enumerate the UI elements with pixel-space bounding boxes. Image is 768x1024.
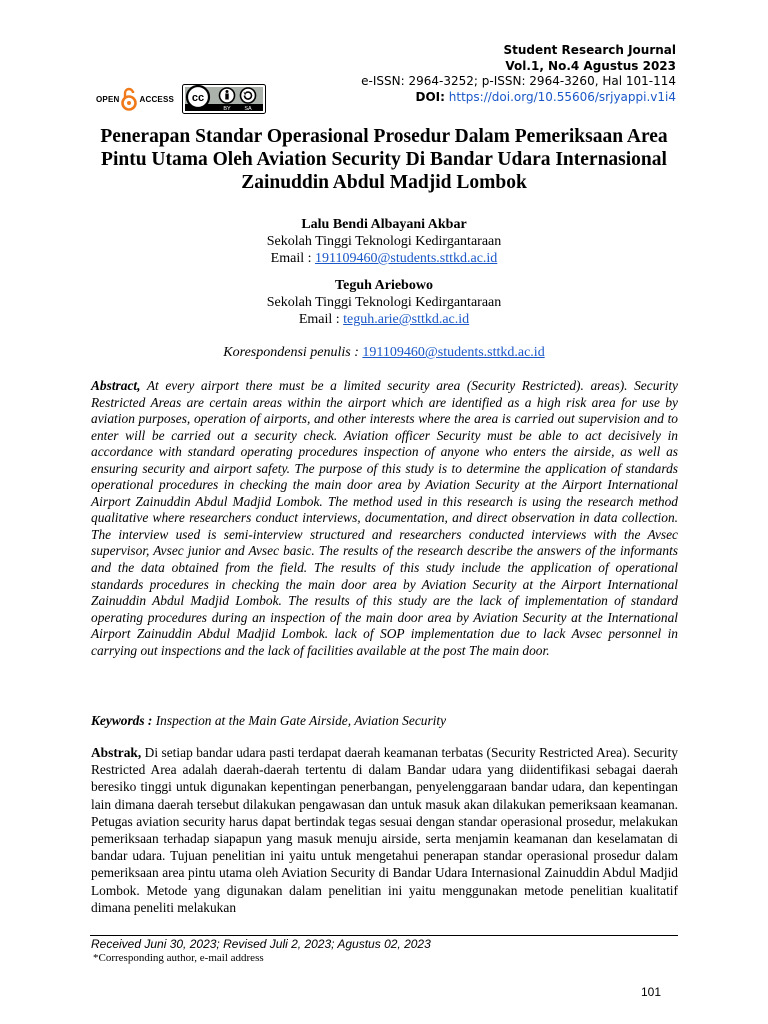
author-name: Lalu Bendi Albayani Akbar <box>301 217 467 232</box>
email-label: Email : <box>270 251 315 266</box>
received-dates: Received Juni 30, 2023; Revised Juli 2, 2023; Agustus 02, 2023 <box>91 937 431 951</box>
journal-name: Student Research Journal <box>503 43 676 57</box>
abstract-english <box>91 378 678 659</box>
license-badges <box>96 84 266 114</box>
keywords <box>91 713 678 729</box>
journal-volume: Vol.1, No.4 Agustus 2023 <box>505 58 676 73</box>
doi-link[interactable]: https://doi.org/10.55606/srjyappi.v1i4 <box>448 89 676 104</box>
abstract-indonesian <box>91 744 678 916</box>
cc-by-label: BY <box>223 106 231 112</box>
correspondence-line <box>90 345 678 361</box>
open-access-lock-icon <box>121 87 137 111</box>
cc-by-sa-icon <box>182 84 266 114</box>
corresponding-author-note: *Corresponding author, e-mail address <box>93 952 264 964</box>
open-access-text-left: OPEN <box>96 94 120 104</box>
abstrak-body: Di setiap bandar udara pasti terdapat daerah keamanan terbatas (Security Restricted Area). Security Restricted Area adalah daerah-daerah tertentu di dalam Bandar udara yang diidentifikasi sebagai daerah beresiko tinggi untuk digunakan kepentingan penerbangan, penyelenggaraan bandar udara, dan kepentingan lain dimana daerah tersebut dilakukan pengawasan dan untuk masuk akan dilakukan pemeriksaan keamanan. Petugas aviation security harus dapat bertindak tegas sesuai dengan standar operasional prosedur, melakukan pemeriksaan terhadap siapapun yang masuk menuju airside, serta menjamin keamanan dan keselamatan di bandar udara. Tujuan penelitian ini yaitu untuk mengetahui penerapan standar operasional prosedur dalam pemeriksaan area pintu utama oleh Aviation Security di Bandar Udara Internasional Zainuddin Abdul Madjid Lombok. Metode yang digunakan dalam penelitian ini yaitu menggunakan metode penelitian kualitatif dimana peneliti melakukan <box>91 745 678 915</box>
abstrak-lead: Abstrak, <box>91 745 142 760</box>
author-affiliation: Sekolah Tinggi Teknologi Kedirgantaraan <box>266 234 502 249</box>
author-name: Teguh Ariebowo <box>335 278 433 293</box>
correspondence-label: Korespondensi penulis : <box>223 345 363 360</box>
footer-divider <box>90 935 678 936</box>
paper-title: Penerapan Standar Operasional Prosedur Dalam Pemeriksaan Area Pintu Utama Oleh Aviation Security Di Bandar Udara Internasional Zainuddin Abdul Madjid Lombok <box>100 126 668 193</box>
author-email-link[interactable]: 191109460@students.sttkd.ac.id <box>315 251 498 266</box>
keywords-lead: Keywords : <box>91 713 153 728</box>
open-access-text-right: ACCESS <box>139 94 175 104</box>
doi-label: DOI: <box>415 89 445 104</box>
correspondence-email-link[interactable]: 191109460@students.sttkd.ac.id <box>362 345 545 360</box>
author-email-link[interactable]: teguh.arie@sttkd.ac.id <box>343 312 470 327</box>
abstract-body: At every airport there must be a limited security area (Security Restricted). areas). Security Restricted Areas are certain areas within the airport which are identified as a high risk area for use by aviation purposes, operation of airports, and other interests where the area is carried out supervision and to enter will be carried out a security check. Aviation officer Security must be able to act decisively in accordance with standard operating procedures inspection of anyone who enters the airside, as well as ensuring security and airport safety. The purpose of this study is to determine the application of standards operational procedures in checking the main door area by Aviation Security at the Airport International Airport Zainuddin Abdul Madjid Lombok. The method used in this research is using the research method qualitative where researchers conduct interviews, documentation, and direct observation in data collection. The interview used is semi-interview structured and researchers conducted interviews with the Avsec supervisor, Avsec junior and Avsec basic. The results of the research describe the answers of the informants and the data obtained from the field. The results of this study include the application of operational standards procedures in checking the main door area by Aviation Security at the Airport International Zainuddin Abdul Madjid Lombok. The results of this study are the lack of implementation of standard operating procedures during an inspection of the main door area by Aviation Security at the International Airport Zainuddin Abdul Madjid Lombok. lack of SOP implementation due to lack Avsec personnel in carrying out inspections and the lack of facilities available at the post The main door. <box>91 378 678 658</box>
keywords-body: Inspection at the Main Gate Airside, Aviation Security <box>152 713 447 728</box>
journal-issn: e-ISSN: 2964-3252; p-ISSN: 2964-3260, Hal 101-114 <box>361 74 676 88</box>
author-affiliation: Sekolah Tinggi Teknologi Kedirgantaraan <box>266 295 502 310</box>
svg-text:cc: cc <box>191 92 205 104</box>
author-2 <box>90 277 678 328</box>
author-1 <box>90 216 678 267</box>
page-number: 101 <box>641 985 662 999</box>
abstract-lead: Abstract, <box>91 378 141 393</box>
cc-sa-label: SA <box>244 106 252 112</box>
author-email-line <box>90 311 678 328</box>
email-label: Email : <box>298 312 344 327</box>
journal-doi <box>361 90 676 106</box>
journal-header <box>361 43 676 105</box>
author-email-line <box>90 250 678 267</box>
